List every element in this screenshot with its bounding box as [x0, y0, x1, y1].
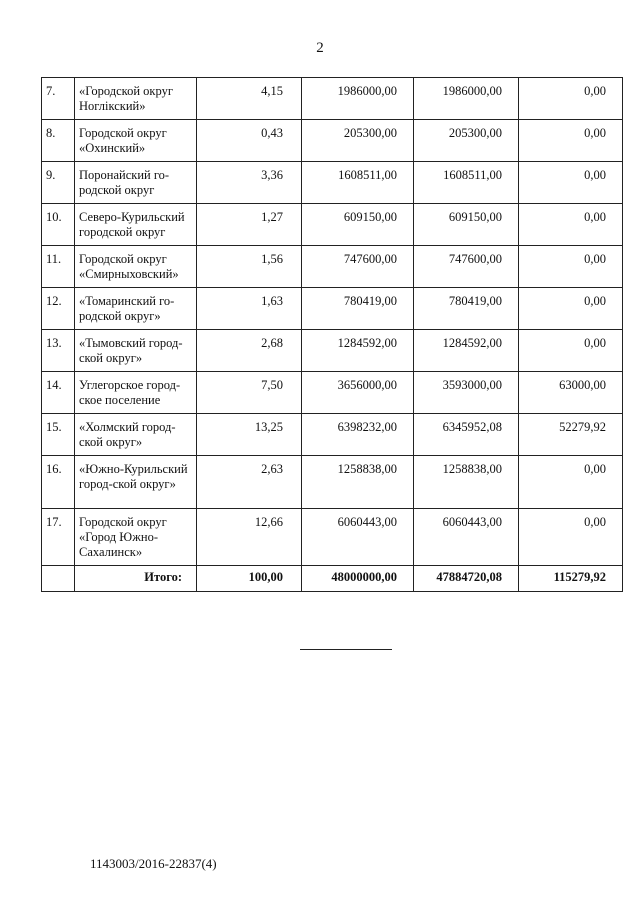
table-row	[42, 414, 623, 456]
share-percent: 3,36	[197, 162, 302, 204]
document-code: 1143003/2016-22837(4)	[90, 856, 217, 871]
municipality-name: Городской округ «Город Южно-Сахалинск»	[75, 509, 197, 566]
spent-amount: 205300,00	[414, 120, 519, 162]
total-blank-cell	[42, 566, 75, 592]
municipality-name: Городской округ «Охинский»	[75, 120, 197, 162]
table-row	[42, 372, 623, 414]
remainder-amount: 0,00	[519, 204, 623, 246]
row-number: 16.	[42, 456, 75, 509]
allocated-amount: 1608511,00	[302, 162, 414, 204]
remainder-amount: 0,00	[519, 162, 623, 204]
share-percent: 1,56	[197, 246, 302, 288]
table-row	[42, 509, 623, 566]
municipality-name: «Городской округ Ноглікский»	[75, 78, 197, 120]
share-percent: 2,68	[197, 330, 302, 372]
allocated-amount: 1258838,00	[302, 456, 414, 509]
row-number: 8.	[42, 120, 75, 162]
spent-amount: 609150,00	[414, 204, 519, 246]
municipality-name: «Холмский город-ской округ»	[75, 414, 197, 456]
allocated-amount: 609150,00	[302, 204, 414, 246]
allocated-amount: 205300,00	[302, 120, 414, 162]
remainder-amount: 0,00	[519, 456, 623, 509]
allocated-amount: 1284592,00	[302, 330, 414, 372]
share-percent: 12,66	[197, 509, 302, 566]
share-percent: 13,25	[197, 414, 302, 456]
share-percent: 0,43	[197, 120, 302, 162]
spent-amount: 1986000,00	[414, 78, 519, 120]
table-row	[42, 162, 623, 204]
spent-amount: 747600,00	[414, 246, 519, 288]
spent-amount: 1608511,00	[414, 162, 519, 204]
total-percent: 100,00	[197, 566, 302, 592]
remainder-amount: 0,00	[519, 246, 623, 288]
row-number: 14.	[42, 372, 75, 414]
row-number: 12.	[42, 288, 75, 330]
municipality-name: «Южно-Курильский город-ской округ»	[75, 456, 197, 509]
allocated-amount: 6398232,00	[302, 414, 414, 456]
remainder-amount: 52279,92	[519, 414, 623, 456]
share-percent: 2,63	[197, 456, 302, 509]
separator-line	[300, 649, 392, 650]
total-remainder: 115279,92	[519, 566, 623, 592]
table-row	[42, 204, 623, 246]
row-number: 9.	[42, 162, 75, 204]
municipality-name: Поронайский го-родской округ	[75, 162, 197, 204]
allocated-amount: 747600,00	[302, 246, 414, 288]
total-row	[42, 566, 623, 592]
share-percent: 4,15	[197, 78, 302, 120]
total-allocated: 48000000,00	[302, 566, 414, 592]
municipality-name: Углегорское город-ское поселение	[75, 372, 197, 414]
remainder-amount: 0,00	[519, 288, 623, 330]
row-number: 11.	[42, 246, 75, 288]
allocation-table	[41, 77, 623, 592]
share-percent: 1,63	[197, 288, 302, 330]
row-number: 7.	[42, 78, 75, 120]
remainder-amount: 0,00	[519, 509, 623, 566]
municipality-name: Северо-Курильский городской округ	[75, 204, 197, 246]
spent-amount: 3593000,00	[414, 372, 519, 414]
table-row	[42, 246, 623, 288]
table-row	[42, 78, 623, 120]
total-spent: 47884720,08	[414, 566, 519, 592]
remainder-amount: 0,00	[519, 120, 623, 162]
municipality-name: «Томаринский го-родской округ»	[75, 288, 197, 330]
remainder-amount: 63000,00	[519, 372, 623, 414]
share-percent: 7,50	[197, 372, 302, 414]
row-number: 13.	[42, 330, 75, 372]
spent-amount: 780419,00	[414, 288, 519, 330]
table-row	[42, 330, 623, 372]
allocated-amount: 780419,00	[302, 288, 414, 330]
allocated-amount: 1986000,00	[302, 78, 414, 120]
spent-amount: 6060443,00	[414, 509, 519, 566]
table-row	[42, 288, 623, 330]
row-number: 10.	[42, 204, 75, 246]
allocated-amount: 3656000,00	[302, 372, 414, 414]
remainder-amount: 0,00	[519, 78, 623, 120]
table-row	[42, 456, 623, 509]
municipality-name: «Тымовский город-ской округ»	[75, 330, 197, 372]
page-number: 2	[316, 40, 324, 56]
spent-amount: 1284592,00	[414, 330, 519, 372]
total-label: Итого:	[75, 566, 197, 592]
table-row	[42, 120, 623, 162]
share-percent: 1,27	[197, 204, 302, 246]
row-number: 15.	[42, 414, 75, 456]
spent-amount: 6345952,08	[414, 414, 519, 456]
row-number: 17.	[42, 509, 75, 566]
allocated-amount: 6060443,00	[302, 509, 414, 566]
remainder-amount: 0,00	[519, 330, 623, 372]
spent-amount: 1258838,00	[414, 456, 519, 509]
municipality-name: Городской округ «Смирныховский»	[75, 246, 197, 288]
